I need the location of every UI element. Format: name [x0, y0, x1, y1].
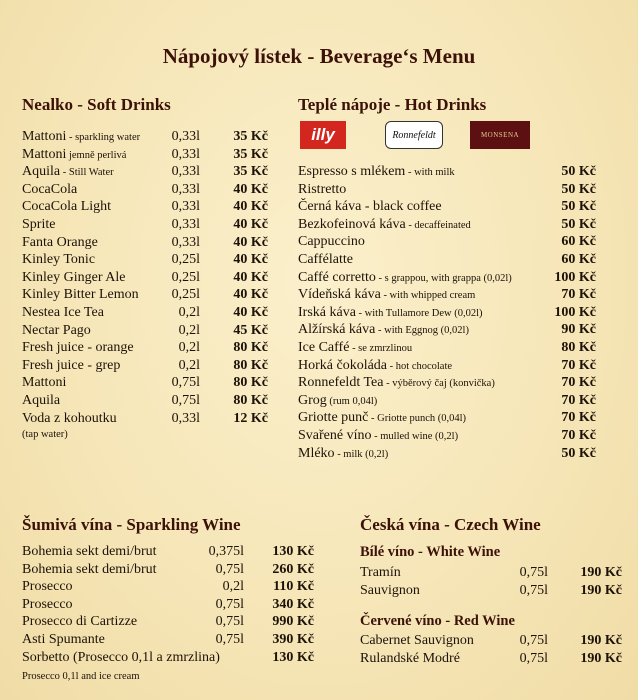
item-description: (rum 0,04l): [326, 395, 378, 407]
item-name: [298, 198, 442, 216]
item-price: 50 Kč: [561, 199, 596, 215]
white-wine-heading: Bílé víno - White Wine: [360, 544, 501, 560]
item-volume: 0,33l: [171, 181, 200, 197]
item-name-main: Fanta Orange: [22, 234, 98, 250]
item-price: 80 Kč: [233, 357, 268, 373]
item-description: - sparkling water: [66, 132, 141, 143]
menu-item-row: [298, 374, 596, 392]
item-price: 35 Kč: [233, 129, 268, 144]
item-price: 190 Kč: [580, 633, 622, 648]
menu-item-row: [22, 269, 268, 287]
item-price: 110 Kč: [273, 579, 314, 595]
item-price: 35 Kč: [233, 146, 268, 162]
item-name-main: Mléko: [298, 445, 335, 461]
item-description: - Griotte punch (0,04l): [368, 413, 467, 425]
item-name-main: Mattoni: [22, 375, 67, 391]
menu-item-row: [298, 251, 596, 269]
illy-logo: illy: [300, 121, 346, 149]
item-volume: 0,375l: [208, 544, 244, 559]
item-name-main: Horká čokoláda: [298, 357, 388, 373]
item-name: [22, 286, 139, 304]
item-name-main: Voda z kohoutku: [22, 410, 117, 426]
item-name: [22, 251, 95, 269]
item-price: 80 Kč: [561, 340, 596, 355]
item-price: 40 Kč: [233, 305, 268, 320]
sorbetto-note: Prosecco 0,1l and ice cream: [22, 671, 140, 682]
item-volume: 0,25l: [171, 269, 200, 285]
item-price: 40 Kč: [233, 199, 268, 215]
item-volume: 0,75l: [519, 582, 548, 598]
item-name-main: Asti Spumante: [22, 632, 105, 647]
menu-item-row: [22, 198, 268, 216]
item-name: [360, 564, 401, 582]
item-price: 70 Kč: [561, 392, 596, 408]
item-description: - with Tullamore Dew (0,02l): [355, 307, 483, 319]
item-price: 70 Kč: [561, 410, 596, 426]
item-name: [22, 578, 73, 596]
item-name-main: Kinley Bitter Lemon: [22, 287, 139, 303]
item-description: - with whipped cream: [380, 290, 476, 302]
item-volume: 0,75l: [215, 596, 244, 612]
menu-item-row: [22, 631, 314, 649]
item-name: [298, 339, 412, 358]
item-price: 12 Kč: [233, 410, 268, 426]
item-price: 70 Kč: [561, 428, 596, 443]
item-name-main: Fresh juice - orange: [22, 340, 134, 356]
item-description: - výběrový čaj (konvička): [383, 378, 495, 390]
item-name: [22, 181, 77, 199]
item-price: 40 Kč: [233, 234, 268, 250]
item-name: [22, 216, 55, 234]
item-description: - with milk: [405, 167, 455, 178]
menu-item-row: [360, 632, 622, 650]
item-name: [22, 631, 105, 649]
item-name: [298, 445, 388, 464]
menu-item-row: [22, 410, 268, 428]
item-name-main: Caffé corretto: [298, 269, 376, 285]
menu-item-row: [22, 543, 314, 561]
item-name-main: Irská káva: [298, 304, 356, 320]
item-volume: 0,33l: [171, 129, 200, 144]
item-name: [298, 427, 458, 446]
item-volume: 0,2l: [178, 305, 200, 320]
menu-item-row: [22, 128, 268, 146]
item-name-main: Kinley Ginger Ale: [22, 269, 126, 285]
item-name: [298, 286, 475, 305]
item-name: [298, 181, 346, 199]
menu-item-row: [22, 286, 268, 304]
item-description: - decaffeinated: [405, 219, 471, 231]
item-name-main: Sauvignon: [360, 582, 420, 598]
czech-wine-heading: Česká vína - Czech Wine: [360, 515, 541, 534]
item-price: 40 Kč: [233, 181, 268, 197]
item-name-main: Nectar Pago: [22, 322, 91, 338]
item-price: 130 Kč: [272, 649, 314, 665]
menu-item-row: [360, 564, 622, 582]
item-price: 100 Kč: [554, 269, 596, 285]
menu-item-row: [22, 251, 268, 269]
item-name-main: Espresso s mlékem: [298, 164, 406, 179]
item-volume: 0,75l: [171, 393, 200, 408]
menu-item-row: [22, 357, 268, 375]
item-name-main: Kinley Tonic: [22, 252, 96, 268]
item-name-main: Cappuccino: [298, 234, 365, 250]
menu-item-row: [298, 216, 596, 234]
item-price: 80 Kč: [233, 375, 268, 391]
item-volume: 0,75l: [519, 650, 548, 666]
item-name: [22, 163, 114, 182]
item-description: - s grappou, with grappa (0,02l): [375, 272, 512, 284]
item-price: 100 Kč: [554, 304, 596, 320]
item-volume: 0,25l: [171, 252, 200, 268]
menu-item-row: [22, 304, 268, 322]
menu-item-row: [22, 613, 314, 631]
item-name: [360, 632, 474, 650]
menu-item-row: [22, 339, 268, 357]
item-name-main: Cabernet Sauvignon: [360, 633, 474, 648]
item-volume: 0,33l: [171, 410, 200, 426]
item-name: [22, 198, 111, 216]
item-name-main: Nestea Ice Tea: [22, 305, 104, 320]
menu-item-row: [22, 163, 268, 181]
item-price: 70 Kč: [561, 357, 596, 373]
item-name-main: Svařené víno: [298, 428, 372, 443]
item-name: [22, 304, 104, 322]
item-volume: 0,2l: [222, 579, 244, 595]
item-description: - hot chocolate: [387, 360, 453, 372]
item-price: 50 Kč: [561, 181, 596, 197]
menu-item-row: [22, 234, 268, 252]
item-volume: 0,2l: [178, 322, 200, 338]
menu-item-row: [22, 578, 314, 596]
item-volume: 0,75l: [215, 561, 244, 577]
item-price: 260 Kč: [272, 561, 314, 577]
item-name-main: CocaCola: [22, 181, 78, 197]
item-volume: 0,25l: [171, 287, 200, 303]
item-name: [22, 234, 98, 252]
red-wine-heading: Červené víno - Red Wine: [360, 613, 515, 629]
item-name-main: Černá káva - black coffee: [298, 199, 442, 215]
item-name: [298, 357, 452, 376]
menu-item-row: [22, 146, 268, 164]
item-price: 390 Kč: [272, 632, 314, 647]
item-name-main: Mattoni: [22, 129, 67, 144]
item-name: [22, 269, 125, 287]
menu-item-row: [298, 163, 596, 181]
item-volume: 0,33l: [171, 234, 200, 250]
item-volume: 0,75l: [519, 565, 548, 580]
item-name-main: Fresh juice - grep: [22, 357, 121, 373]
item-name-main: Griotte punč: [298, 410, 369, 426]
item-price: 190 Kč: [580, 582, 622, 598]
item-name-main: Prosecco di Cartizze: [22, 614, 138, 630]
item-price: 90 Kč: [561, 322, 596, 338]
item-description: jemně perlivá: [66, 149, 127, 161]
menu-item-row: [22, 181, 268, 199]
item-price: 190 Kč: [580, 565, 622, 580]
item-name: [22, 561, 157, 579]
item-price: 45 Kč: [233, 322, 268, 338]
item-volume: 0,33l: [171, 217, 200, 232]
item-price: 40 Kč: [233, 269, 268, 285]
item-name: [22, 392, 60, 410]
menu-title: Nápojový lístek - Beverage‘s Menu: [162, 44, 476, 68]
item-name: [298, 216, 471, 235]
menu-item-row: [298, 321, 596, 339]
item-name: [22, 613, 137, 631]
item-name-main: Mattoni: [22, 146, 67, 162]
item-price: 35 Kč: [233, 164, 268, 180]
item-price: 40 Kč: [233, 252, 268, 268]
item-name-main: Caffélatte: [298, 252, 353, 267]
menu-item-row: [22, 596, 314, 614]
item-price: 80 Kč: [233, 340, 268, 356]
item-price: 70 Kč: [561, 375, 596, 391]
item-name-main: Tramín: [360, 565, 401, 580]
item-name: [298, 269, 512, 288]
menu-item-row: [298, 427, 596, 445]
item-volume: 0,33l: [171, 146, 200, 162]
item-name-main: Sorbetto (Prosecco 0,1l a zmrzlina): [22, 649, 220, 665]
item-volume: 0,75l: [171, 375, 200, 391]
ronnefeldt-logo: Ronnefeldt: [385, 121, 443, 149]
menu-item-row: [360, 582, 622, 600]
item-name: [22, 649, 220, 667]
menu-item-row: [22, 392, 268, 410]
item-volume: 0,75l: [215, 614, 244, 630]
item-name-main: Ristretto: [298, 181, 347, 197]
item-name: [298, 304, 483, 323]
item-name-main: Ice Caffé: [298, 340, 350, 355]
item-description: - Still Water: [60, 167, 114, 179]
item-price: 130 Kč: [272, 544, 314, 559]
item-price: 60 Kč: [561, 234, 596, 250]
item-volume: 0,33l: [171, 199, 200, 215]
menu-item-row: [298, 181, 596, 199]
sparkling-wine-heading: Šumivá vína - Sparkling Wine: [22, 515, 241, 534]
hot-drinks-heading: Teplé nápoje - Hot Drinks: [298, 95, 487, 114]
item-name-main: Prosecco: [22, 579, 73, 595]
menu-item-row: [298, 392, 596, 410]
item-name: [22, 596, 73, 614]
item-name: [298, 163, 455, 182]
menu-item-row: [298, 445, 596, 463]
item-name-main: Vídeňská káva: [298, 287, 381, 303]
item-name-main: Bohemia sekt demi/brut: [22, 544, 157, 559]
item-name-main: Prosecco: [22, 596, 73, 612]
item-name-main: Aquila: [22, 164, 61, 180]
menu-item-row: [298, 286, 596, 304]
menu-item-row: [22, 322, 268, 340]
menu-item-row: [22, 216, 268, 234]
item-name-main: Aquila: [22, 393, 61, 408]
item-name: [22, 374, 66, 392]
item-name: [298, 251, 353, 269]
menu-item-row: [360, 650, 622, 668]
item-name-main: Alžírská káva: [298, 322, 376, 338]
item-name: [22, 357, 120, 375]
item-volume: 0,75l: [215, 632, 244, 647]
item-name-main: Bezkofeinová káva: [298, 216, 406, 232]
menu-item-row: [22, 374, 268, 392]
item-name: [22, 339, 134, 357]
item-description: - se zmrzlinou: [349, 343, 413, 354]
item-price: 60 Kč: [561, 252, 596, 267]
item-name: [298, 374, 495, 393]
item-name: [22, 128, 140, 147]
item-description: - mulled wine (0,2l): [371, 431, 459, 442]
item-price: 40 Kč: [233, 287, 268, 303]
item-price: 80 Kč: [233, 393, 268, 408]
item-price: 50 Kč: [561, 164, 596, 179]
item-name: [298, 321, 469, 340]
item-name: [298, 392, 377, 411]
soft-drinks-heading: Nealko - Soft Drinks: [22, 95, 171, 114]
item-price: 40 Kč: [233, 217, 268, 232]
menu-item-row: [298, 339, 596, 357]
item-name: [22, 146, 126, 165]
item-name: [298, 409, 466, 428]
item-volume: 0,33l: [171, 164, 200, 180]
menu-item-row: [298, 357, 596, 375]
item-name-main: CocaCola Light: [22, 199, 112, 215]
menu-item-row: [298, 198, 596, 216]
item-name-main: Grog: [298, 392, 327, 408]
item-price: 70 Kč: [561, 287, 596, 303]
item-volume: 0,2l: [178, 340, 200, 356]
item-name: [22, 410, 117, 428]
item-name: [360, 650, 460, 668]
item-price: 50 Kč: [561, 216, 596, 232]
item-name-main: Ronnefeldt Tea: [298, 375, 384, 391]
item-description: - with Eggnog (0,02l): [375, 325, 469, 337]
item-name-main: Rulandské Modré: [360, 650, 460, 666]
item-price: 190 Kč: [580, 650, 622, 666]
item-name: [22, 543, 157, 561]
item-description: - milk (0,2l): [334, 448, 389, 460]
item-volume: 0,75l: [519, 633, 548, 648]
item-price: 340 Kč: [272, 596, 314, 612]
item-name-main: Bohemia sekt demi/brut: [22, 561, 157, 577]
item-name-main: Sprite: [22, 217, 56, 232]
menu-item-row: [298, 304, 596, 322]
tap-water-note: (tap water): [22, 429, 68, 440]
item-name: [360, 582, 420, 600]
menu-item-row: [298, 409, 596, 427]
item-name: [22, 322, 91, 340]
item-price: 50 Kč: [561, 445, 596, 461]
monsena-logo: MONSENA: [470, 121, 530, 149]
menu-item-row: [298, 233, 596, 251]
menu-item-row: [22, 561, 314, 579]
menu-item-row: [298, 269, 596, 287]
item-name: [298, 233, 365, 251]
menu-item-row: [22, 649, 314, 667]
item-price: 990 Kč: [272, 614, 314, 630]
item-volume: 0,2l: [178, 357, 200, 373]
